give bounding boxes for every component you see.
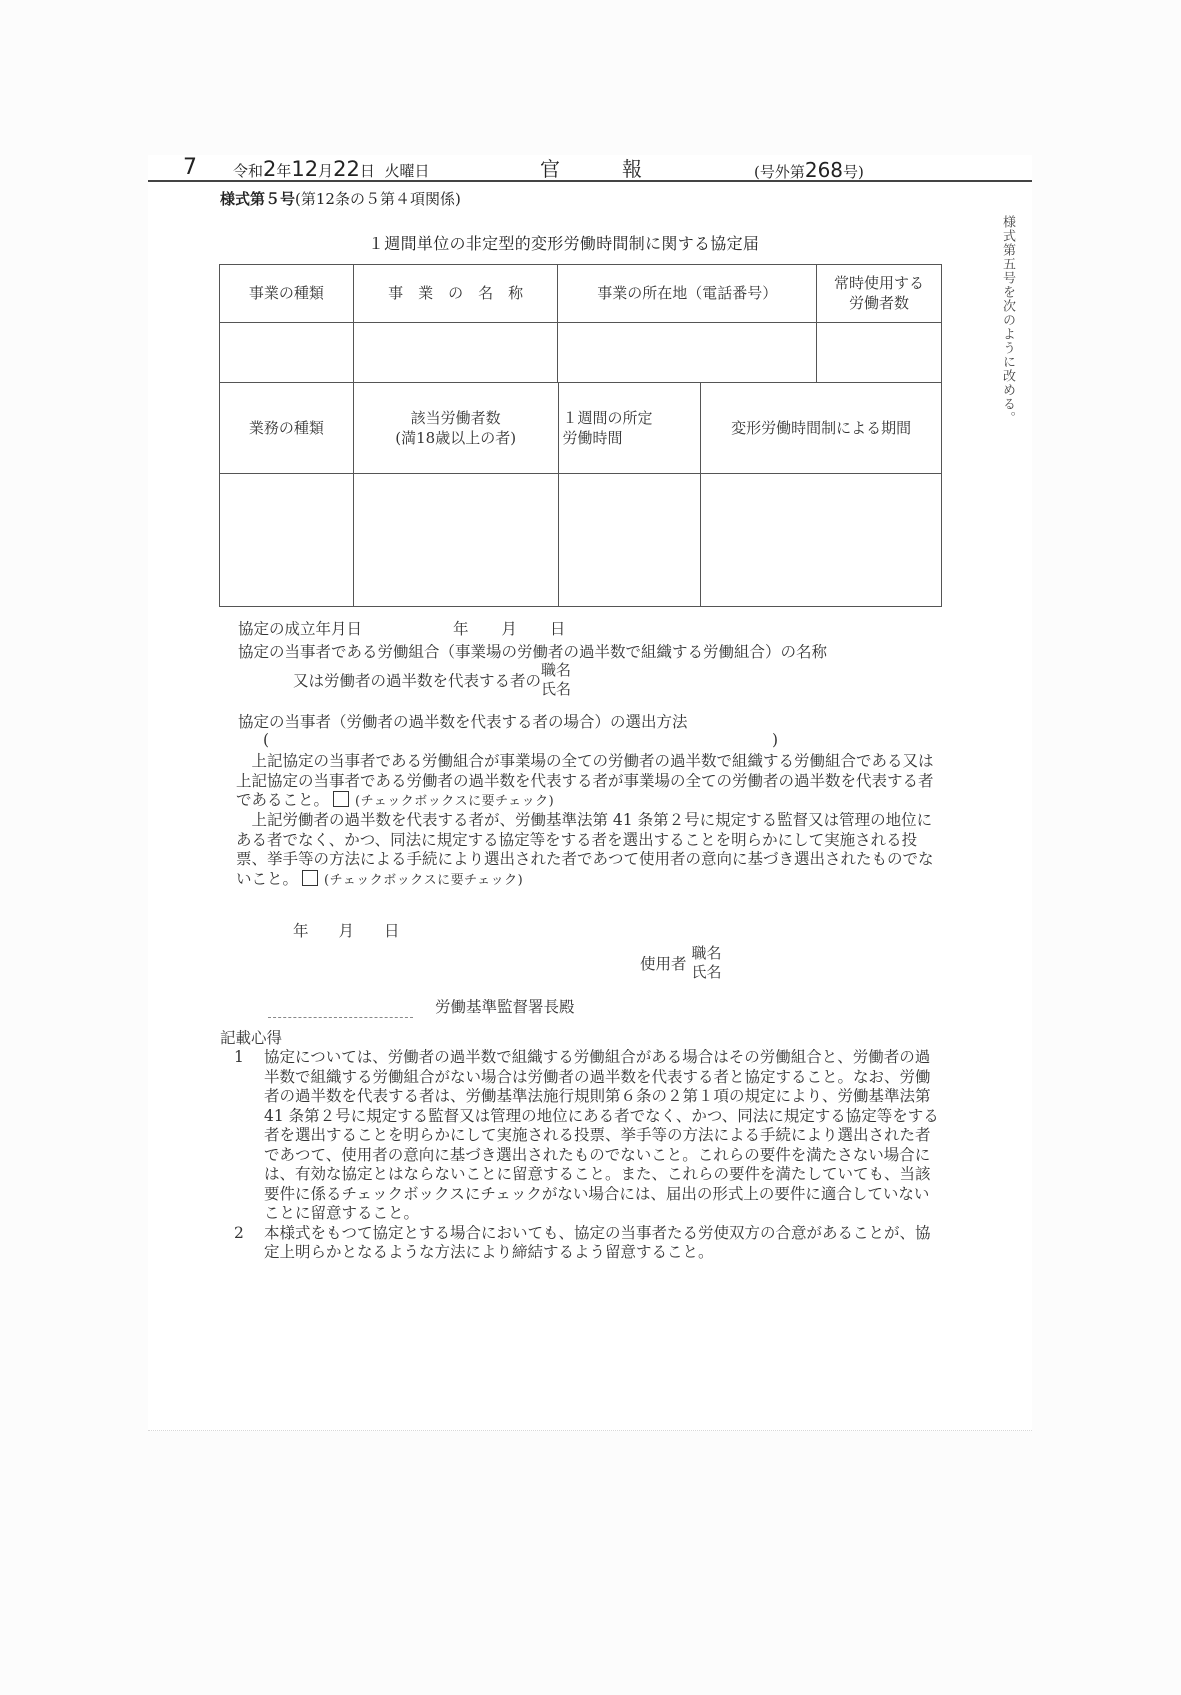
paren-open: ( — [263, 731, 270, 749]
header-variable-period: 変形労働時間制による期間 — [701, 383, 942, 474]
issue-prefix: (号外第 — [754, 163, 805, 181]
agreement-month[interactable]: 月 — [501, 620, 517, 638]
representative-label: 又は労働者の過半数を代表する者の — [293, 671, 542, 690]
header-business-name: 事 業 の 名 称 — [353, 265, 558, 323]
note-item — [220, 1224, 940, 1263]
check-item-representative — [236, 811, 936, 890]
work-table-row — [220, 474, 942, 607]
header-business-location: 事業の所在地（電話番号） — [558, 265, 817, 323]
header-regular-workers — [817, 265, 942, 323]
sign-month[interactable]: 月 — [338, 922, 355, 940]
signature-date — [293, 919, 400, 941]
union-name-label: 協定の当事者である労働組合（事業場の労働者の過半数で組織する労働組合）の名称 — [238, 643, 828, 661]
page-number: 7 — [183, 155, 197, 180]
note-number: 2 — [234, 1223, 244, 1242]
work-table-header — [220, 383, 942, 474]
notes-list — [220, 1048, 940, 1263]
employer-job-title-label[interactable]: 職名 — [691, 944, 722, 962]
check-hint-representative: (チェックボックスに要チェック) — [324, 872, 524, 888]
work-table — [219, 382, 942, 607]
note-text: 協定については、労働者の過半数で組織する労働組合がある場合はその労働組合と、労働者の過半数で組織する労働組合がない場合は労働者の過半数を代表する者と協定すること。なお、労働者の過半数を代表する者は、労働基準法施行規則第６条の２第１項の規定により、労働基準法第 41 条第２号に規定する監督又は管理の地位にある者でなく、かつ、同法に規定する協定等をする者を選出することを明らかにして実施される投票、挙手等の方法による手続により選出された者であつて、使用者の意向に基づき選出されたものでないこと。これらの要件を満たさない場合には、有効な協定とはならないことに留意すること。また、これらの要件を満たしていても、当該要件に係るチェックボックスにチェックがない場合には、届出の形式上の要件に適合していないことに留意すること。 — [264, 1048, 939, 1222]
header-applicable-workers — [353, 383, 558, 474]
work-type-cell[interactable] — [220, 474, 354, 607]
issue-number — [754, 158, 864, 182]
form-number-label: 様式第５号 — [220, 190, 296, 208]
business-location-cell[interactable] — [558, 323, 817, 383]
issue-num: 268 — [804, 158, 844, 182]
issue-suffix: 号) — [843, 163, 864, 181]
header-business-type: 事業の種類 — [220, 265, 354, 323]
header-work-type: 業務の種類 — [220, 383, 354, 474]
form-number — [220, 188, 461, 209]
check-text-representative: 上記労働者の過半数を代表する者が、労働基準法第 41 条第２号に規定する監督又は管理の地位にある者でなく、かつ、同法に規定する協定等をする者を選出することを明らかにして実施される投票、挙手等の方法による手続により選出された者であつて使用者の意向に基づき選出されたものでないこと。 — [236, 811, 934, 888]
variable-period-cell[interactable] — [701, 474, 942, 607]
representative-row — [293, 661, 571, 699]
employer-name-label[interactable]: 氏名 — [691, 962, 722, 981]
check-text-union: 上記協定の当事者である労働組合が事業場の全ての労働者の過半数で組織する労働組合である又は上記協定の当事者である労働者の過半数を代表する者が事業場の全ての労働者の過半数を代表する者であること。 — [236, 752, 934, 809]
date-day: 22 — [333, 157, 360, 181]
office-name-blank[interactable] — [268, 1017, 413, 1018]
form-relation: (第12条の５第４項関係) — [295, 190, 461, 208]
checkbox-representative[interactable] — [302, 870, 318, 886]
gazette-title-2: 報 — [622, 157, 642, 181]
business-table — [219, 264, 942, 383]
date-month: 12 — [291, 157, 319, 181]
notes-heading: 記載心得 — [220, 1029, 283, 1047]
selection-method-label: 協定の当事者（労働者の過半数を代表する者の場合）の選出方法 — [238, 713, 688, 731]
agreement-day[interactable]: 日 — [549, 620, 566, 638]
paren-close: ) — [772, 731, 779, 749]
era: 令和 — [233, 162, 264, 180]
business-name-cell[interactable] — [353, 323, 558, 383]
sign-day[interactable]: 日 — [384, 922, 400, 940]
employer-row — [640, 944, 721, 982]
note-text: 本様式をもつて協定とする場合においても、協定の当事者たる労使双方の合意があることが、協定上明らかとなるような方法により締結するよう留意すること。 — [264, 1223, 931, 1261]
addressee: 労働基準監督署長殿 — [435, 998, 575, 1016]
header-regular-workers-text: 常時使用する労働者数 — [833, 274, 924, 312]
side-note: 様式第五号を次のように改める。 — [1000, 215, 1015, 425]
business-type-cell[interactable] — [220, 323, 354, 383]
header-weekly-hours-line2: 労働時間 — [562, 429, 623, 447]
header-weekly-hours — [558, 383, 701, 474]
date-year: 2 — [263, 157, 277, 181]
sign-year[interactable]: 年 — [293, 922, 309, 940]
regular-workers-cell[interactable] — [817, 323, 942, 383]
header-applicable-workers-line1: 該当労働者数 — [410, 408, 501, 427]
employer-label: 使用者 — [640, 954, 687, 973]
check-hint-union: (チェックボックスに要チェック) — [355, 794, 555, 809]
checkbox-union[interactable] — [333, 791, 349, 807]
form-title: １週間単位の非定型的変形労働時間制に関する協定届 — [368, 234, 760, 253]
agreement-date-label: 協定の成立年月日 — [238, 620, 363, 638]
agreement-date-row — [238, 617, 565, 639]
header-weekly-hours-line1: １週間の所定 — [562, 408, 653, 427]
weekly-hours-cell[interactable] — [558, 474, 701, 607]
note-item — [220, 1048, 940, 1224]
business-table-header — [220, 265, 942, 323]
year-suffix: 年 — [276, 162, 292, 180]
day-suffix: 日 — [359, 162, 375, 180]
month-suffix: 月 — [318, 162, 334, 180]
agreement-year[interactable]: 年 — [452, 620, 469, 638]
business-table-row — [220, 323, 942, 383]
gazette-title-1: 官 — [540, 157, 560, 181]
note-number: 1 — [234, 1048, 244, 1066]
weekday: 火曜日 — [384, 162, 430, 180]
selection-method-input[interactable] — [278, 733, 768, 751]
rep-job-title-label[interactable]: 職名 — [541, 661, 572, 679]
issue-date — [233, 157, 429, 181]
check-item-union — [236, 752, 936, 812]
header-rule — [148, 180, 1032, 182]
header-applicable-workers-line2: (満18歳以上の者) — [395, 429, 517, 447]
gazette-page — [148, 155, 1032, 1431]
applicable-workers-cell[interactable] — [353, 474, 558, 607]
rep-name-label[interactable]: 氏名 — [541, 679, 572, 698]
